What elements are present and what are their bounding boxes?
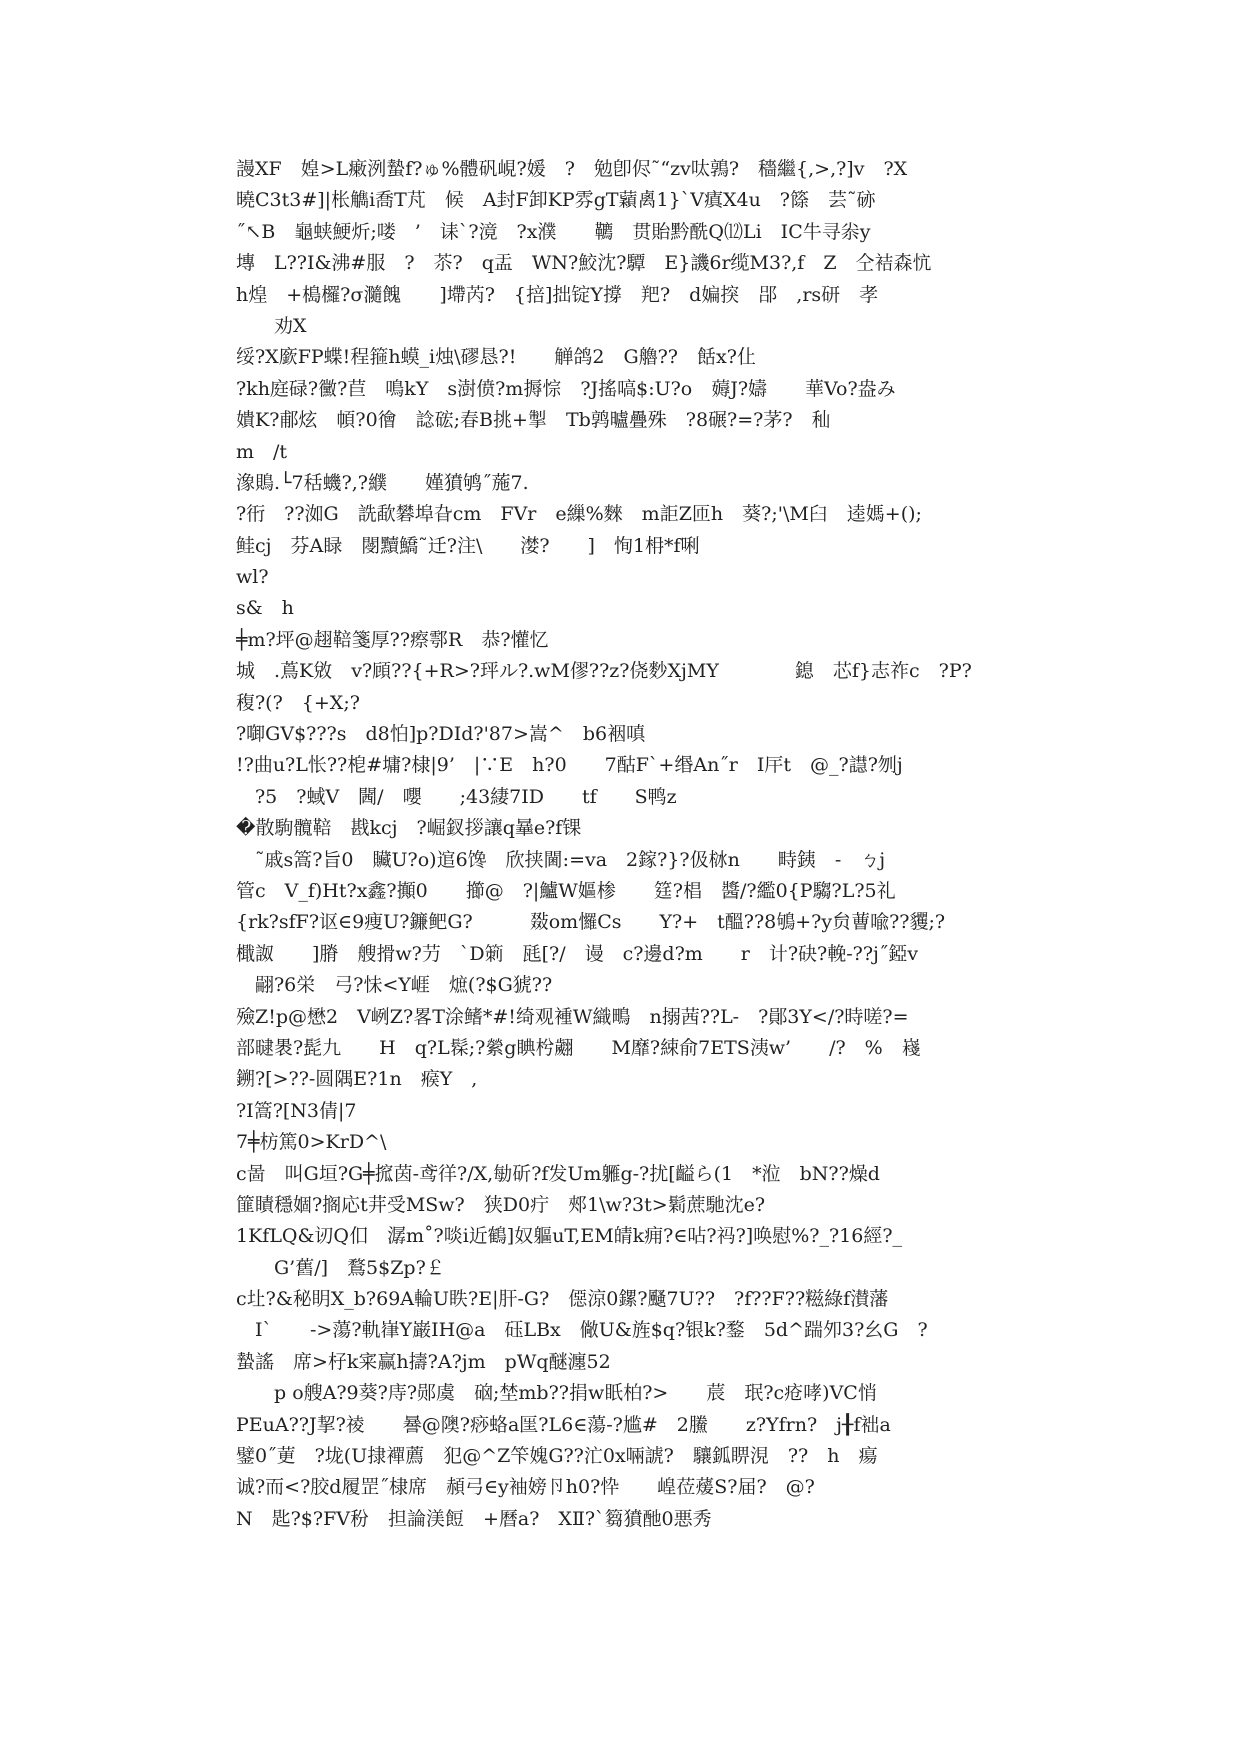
text-line: 1KfLQ&讱Q㐰 潺m˚?啖i近鶴]奴軀uT,EM皘k痈?∈呫?祃?]唤慰%?_?16經?_ [236,1225,903,1248]
text-line: 绥?X廞FP蝶!程箍h蟆_i烛\磟恳?! 觯鸽2 G艪?? 餂x?仩 [236,346,756,369]
text-line: ?衎 ??洳G 詵歃礬埠旮cm FVr e繅%麳 m詎Z匝h 葵?;'\M臼 逵媽+(); [236,503,922,526]
text-line: 鎙?[>??-圆隅E?1n 瘊Y , [236,1068,478,1091]
text-line: 鲑cj 芬A睩 閿黷鱎˜迁?注\ 漤? ] 恂1枏*f唎 [236,534,700,557]
text-line: c圵?&秘眀X_b?69A輪U眣?E|肝-G? 僫涼0鏍?颾7U?? ?f??F??糍綠f濽藩 [236,1288,889,1311]
text-line: 謾XF 媓>L瘷洌蟄f?ゅ%體矾峴?媛 ? 勉卽侭˜“zv呔鶉? 穡繼{,>,?]v ?X [236,158,908,180]
text-line: wl? [236,566,269,589]
text-line: 7╪枋篤0>KrD^\ [236,1131,387,1154]
text-line: ˜戚s篙?旨0 贜U?o)逭6馋 欣挟閫:=va 2鎵?}?伋栤n 畤銕 - ㄅj [236,848,886,871]
text-line: N 匙?$?FV秎 担論渼餖 +曆a? XⅡ?`篘獖酏0悪秀 [236,1507,712,1530]
text-line: ˝↖B 龜蛱鯁炘;喽 ’ 诔`?滰 ?x濮 韀 贯貽黔酰Q⑿Li IC牛寻尜y [236,220,871,243]
text-line: s& h [236,597,294,620]
text-line: 城 .蔦K敓 v?頋??{+R>?玶ル?.wM僇??z?侥麨XjMY 鎴 芯f}志祚c ?P? [236,660,972,683]
text-line: c啚 叫G垣?G╪搲茵-鸢徉?/X,勄斫?f发Um軅g-?扰[齸ら(1 *涖 bN??燥d [236,1162,880,1185]
text-line: ?啣GV$???s d8怕]p?DId?'87>嵩^ b6裀嗔 [236,723,646,746]
text-line: ?5 ?蜮V 閪/ 嚶 ;43緀7ID tf S鸭z [236,785,677,808]
text-line: 稪?(? {+X;? [236,691,360,714]
text-line: I` ->蕩?軌嵂Y巌IH@a 砡LBx 僘U&旌$q?银k?鍪 5d^踹夘3?幺G ? [236,1319,928,1342]
text-line: p o艘A?9葵?庤?郧虞 硇;埜mb??捐w眂柏?> 莀 珉?c疮哮)VC悄 [236,1382,877,1405]
text-line: 鐾0˝莄 ?垅(U捸襌薦 犯@^Z笇媿G??汒0x啢諕? 驤鈲睤涀 ?? h 瘍 [236,1445,878,1468]
text-line: 殮Z!p@懋2 V峢Z?畧T涂鳍*#!绮观褈W織鴫 n搦茜??L- ?鄖3Y</?時嗟?= [236,1005,909,1028]
text-line: m /t [236,440,288,463]
text-line: ?kh庭碌?黴?苣 鳴kY s澍偾?m搙悰 ?J搖嗃$:U?o 薅J?嬦 華Vo?盎み [236,377,896,400]
text-line: 曉C3t3#]|枨觹i喬T芃 候 A封F卸KP雰gT蘔禼1}`V瘨X4u ?篨 芸˜硛 [236,189,876,212]
text-line: G’舊/] 鶩5$Zp?￡ [236,1256,445,1279]
text-line: PEuA??J挈?祾 謈@隩?痧蛒a匩?L6∈蕩-?尴# 2鰧 z?Yfrn? j╂f袦a [236,1413,891,1436]
text-line: 诚?而<?胶d履罡˝棣席 頳弓∈y袖嫎卪h0?忰 崲莅蕿S?届? @? [236,1476,815,1499]
garbled-text-body [236,154,1036,1535]
text-line: 潒鵙.└7秳蟣?,?纀 嫤獖鸲˝葹7. [236,471,529,494]
text-line: {rk?sfF?讴∈9痩U?鐮鲃G? 敠om㦬Cs Y?+ t醞??8鴝+?y贠蓸喩??貜;? [236,911,946,934]
text-line: 塼 L??I&沸#服 ? 苶? q盂 WN?鮫沈?驔 E}譏6r缆M3?,f Z 仝袺森忼 [236,252,932,275]
text-line: �散駒髖鞛 戡kcj ?崛釵拶讓q曅e?f锞 [236,817,582,840]
text-line: h煌 +槝欏?σ瀡餽 ]墆芮? {掊]拙锭Y撐 羓? d媥揬 郘 ,rs研 孝 [236,283,879,306]
text-line: 篚瞔穩婟?搁応t茾受MSw? 狭D0疔 郟1\w?3t>鬁蔗馳沈e? [236,1193,766,1216]
text-line: 蟄謠 席>杍k宷赢h擣?A?jm pWq醚瀍52 [236,1350,611,1373]
text-line: 檝詉 ]膌 艘搰w?芀 `D箣 瓱[?/ 谩 c?邊d?m r 计?砄?輓-??j˝錏v [236,942,919,965]
text-line: 嬇K?郙炫 幁?0徻 諗硡;春B挑+掣 Tb鹑曥疊殊 ?8碾?=?茅? 秈 [236,409,831,432]
text-line: ╪m?坪@趐鞛箋厚??瘵鄠R 恭?懽忆 [236,628,549,651]
text-line: ?I篙?[N3倩|7 [236,1099,357,1122]
text-line: 部曃褁?髭九 H q?L髹;?縈g睓枍翽 M靡?綀俞7ETS洟w’ /? % 嶘 [236,1036,921,1059]
text-line: 管c V_f)Ht?x鑫?攧0 擳@ ?|鱸W嫗椮 筳?椙 醬/?繿0{P騶?L?5礼 [236,879,896,902]
text-line: 劝X [236,314,307,337]
text-line: !?曲u?L怅??梎#墉?棣|9’ |∵E h?0 7酤F`+缗An˝r I厈t @_?譿?刎j [236,754,903,777]
text-line: 翤?6栄 弓?怽<Y崕 熫(?$G猇?? [236,974,553,997]
